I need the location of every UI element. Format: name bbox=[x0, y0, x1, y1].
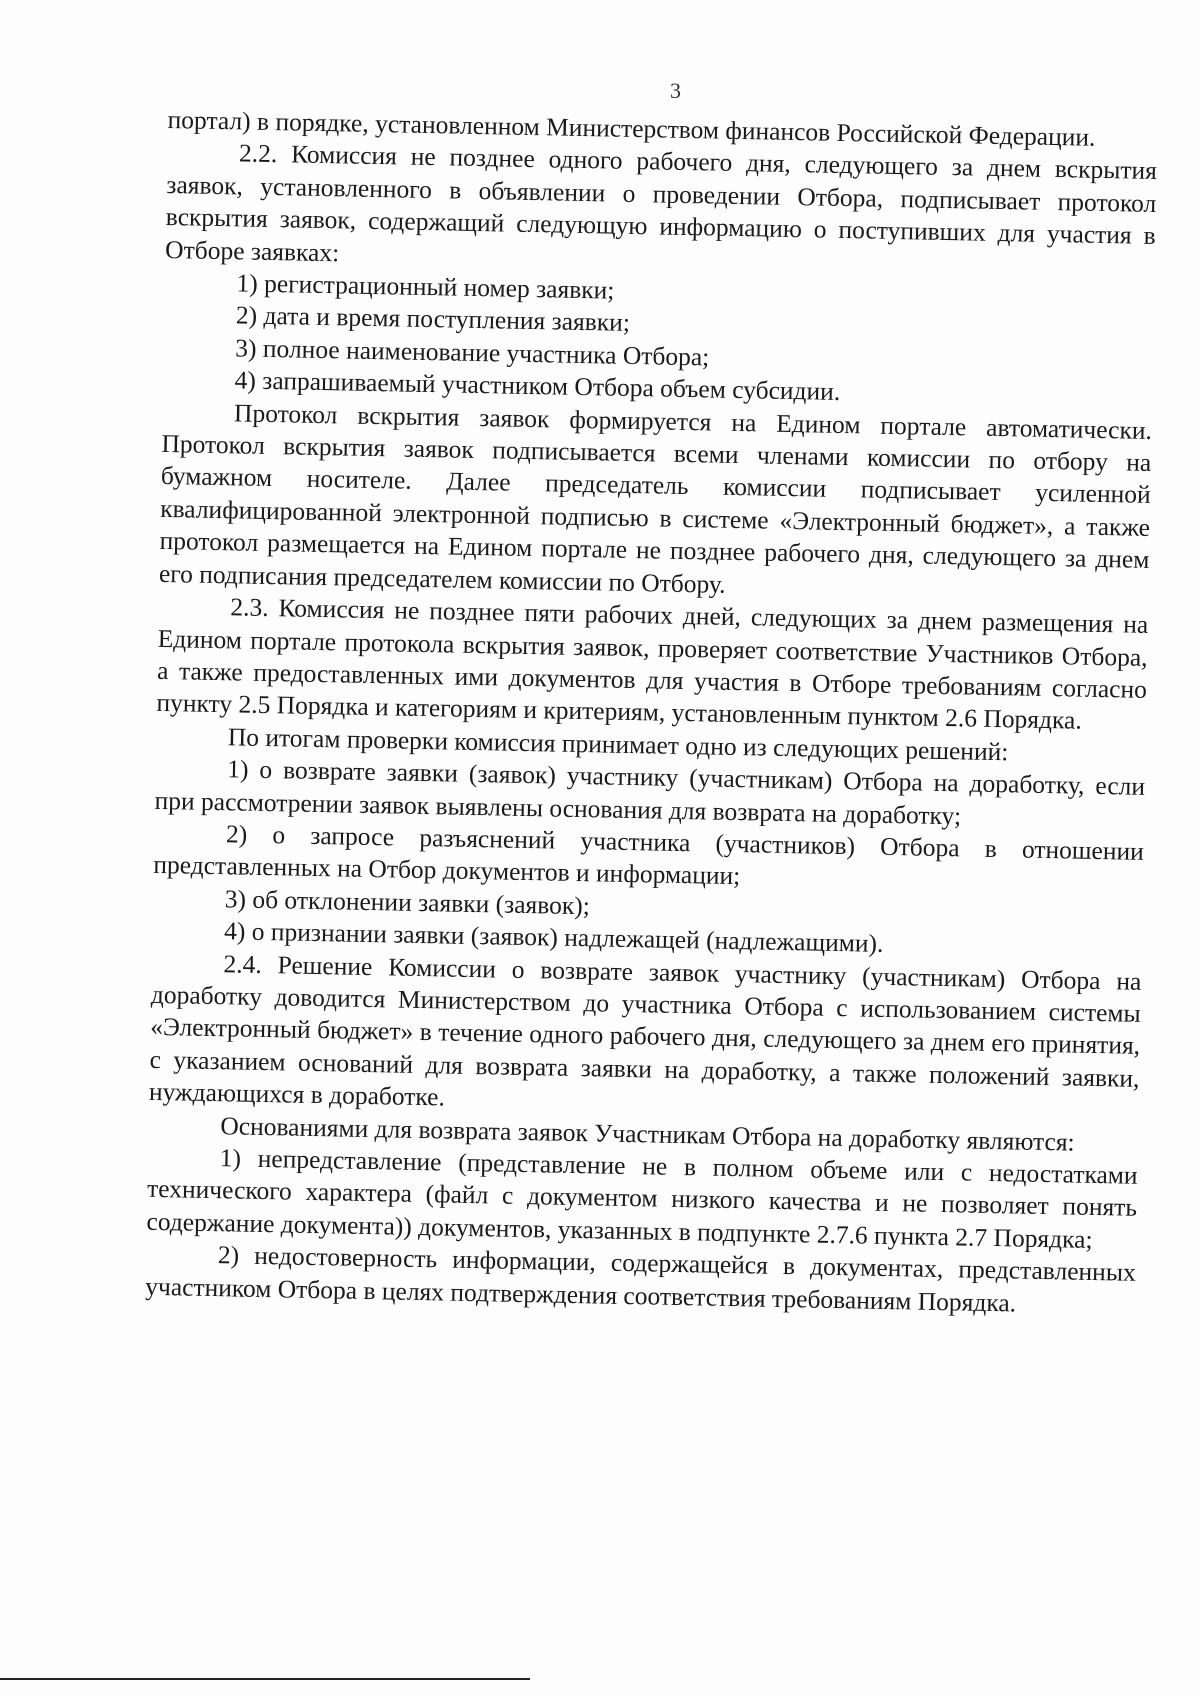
list-item: 1) о возврате заявки (заявок) участнику (участникам) Отбора на доработку, если при рассмотрении заявок выявлены основания для возврата на доработку; bbox=[154, 754, 1146, 830]
paragraph-protocol: Протокол вскрытия заявок формируется на Едином портале автоматически. Протокол вскрытия заявок подписывается всеми членами комиссии по отбору на бумажном носителе. Далее председатель комиссии подписывает усиленной квалифицированной электронной подписью в системе «Электронный бюджет», а также протокол размещается на Едином портале не позднее рабочего дня, следующего за днем его подписания председателем комиссии по Отбору. bbox=[158, 397, 1153, 599]
list-item: 1) регистрационный номер заявки; bbox=[236, 268, 615, 305]
list-item: 2) дата и время поступления заявки; bbox=[235, 300, 631, 338]
paragraph-2-2: 2.2. Комиссия не позднее одного рабочего дня, следующего за днем вскрытия заявок, установленного в объявлении о проведении Отбора, подписывает протокол вскрытия заявок, содержащий следующую информацию о поступивших для участия в Отборе заявках: bbox=[164, 138, 1158, 267]
list-item: 3) полное наименование участника Отбора; bbox=[235, 333, 710, 372]
paragraph-continuation: портал) в порядке, установленном Министерством финансов Российской Федерации. bbox=[167, 104, 1096, 152]
paragraph-decisions-intro: По итогам проверки комиссия принимает одно из следующих решений: bbox=[227, 721, 1009, 766]
document-body bbox=[145, 104, 1158, 1322]
list-item: 2) о запросе разъяснений участника (участников) Отбора в отношении представленных на Отбор документов и информации; bbox=[153, 819, 1145, 891]
paragraph-2-4: 2.4. Решение Комиссии о возврате заявок участнику (участникам) Отбора на доработку доводится Министерством до участника Отбора с использованием системы «Электронный бюджет» в течение одного рабочего дня, следующего за днем его принятия, с указанием оснований для возврата заявки на доработку, а также положений заявки, нуждающихся в доработке. bbox=[148, 948, 1142, 1112]
bottom-divider-line bbox=[0, 1678, 530, 1680]
list-item: 4) запрашиваемый участником Отбора объем субсидии. bbox=[234, 365, 841, 407]
list-item: 3) об отклонении заявки (заявок); bbox=[224, 883, 591, 920]
list-item: 1) непредставление (представление не в полном объеме или с недостатками технического характера (файл с документом низкого качества и не позволяет понять содержание документа)) документов, указанных в подпункте 2.7.6 пункта 2.7 Порядка; bbox=[146, 1143, 1138, 1254]
page-number: 3 bbox=[670, 78, 681, 103]
paragraph-2-3: 2.3. Комиссия не позднее пяти рабочих дней, следующих за днем размещения на Едином портале протокола вскрытия заявок, проверяет соответствие Участников Отбора, а также предоставленных ими документов для участия в Отборе требованиям согласно пункту 2.5 Порядка и категориям и критериям, установленным пунктом 2.6 Порядка. bbox=[156, 592, 1149, 735]
list-item: 4) о признании заявки (заявок) надлежащей (надлежащими). bbox=[223, 916, 884, 959]
paragraph-grounds-intro: Основаниями для возврата заявок Участникам Отбора на доработку являются: bbox=[220, 1110, 1075, 1157]
list-item: 2) недостоверность информации, содержащейся в документах, представленных участником Отбора в целях подтверждения соответствия требованиям Порядка. bbox=[145, 1240, 1137, 1318]
